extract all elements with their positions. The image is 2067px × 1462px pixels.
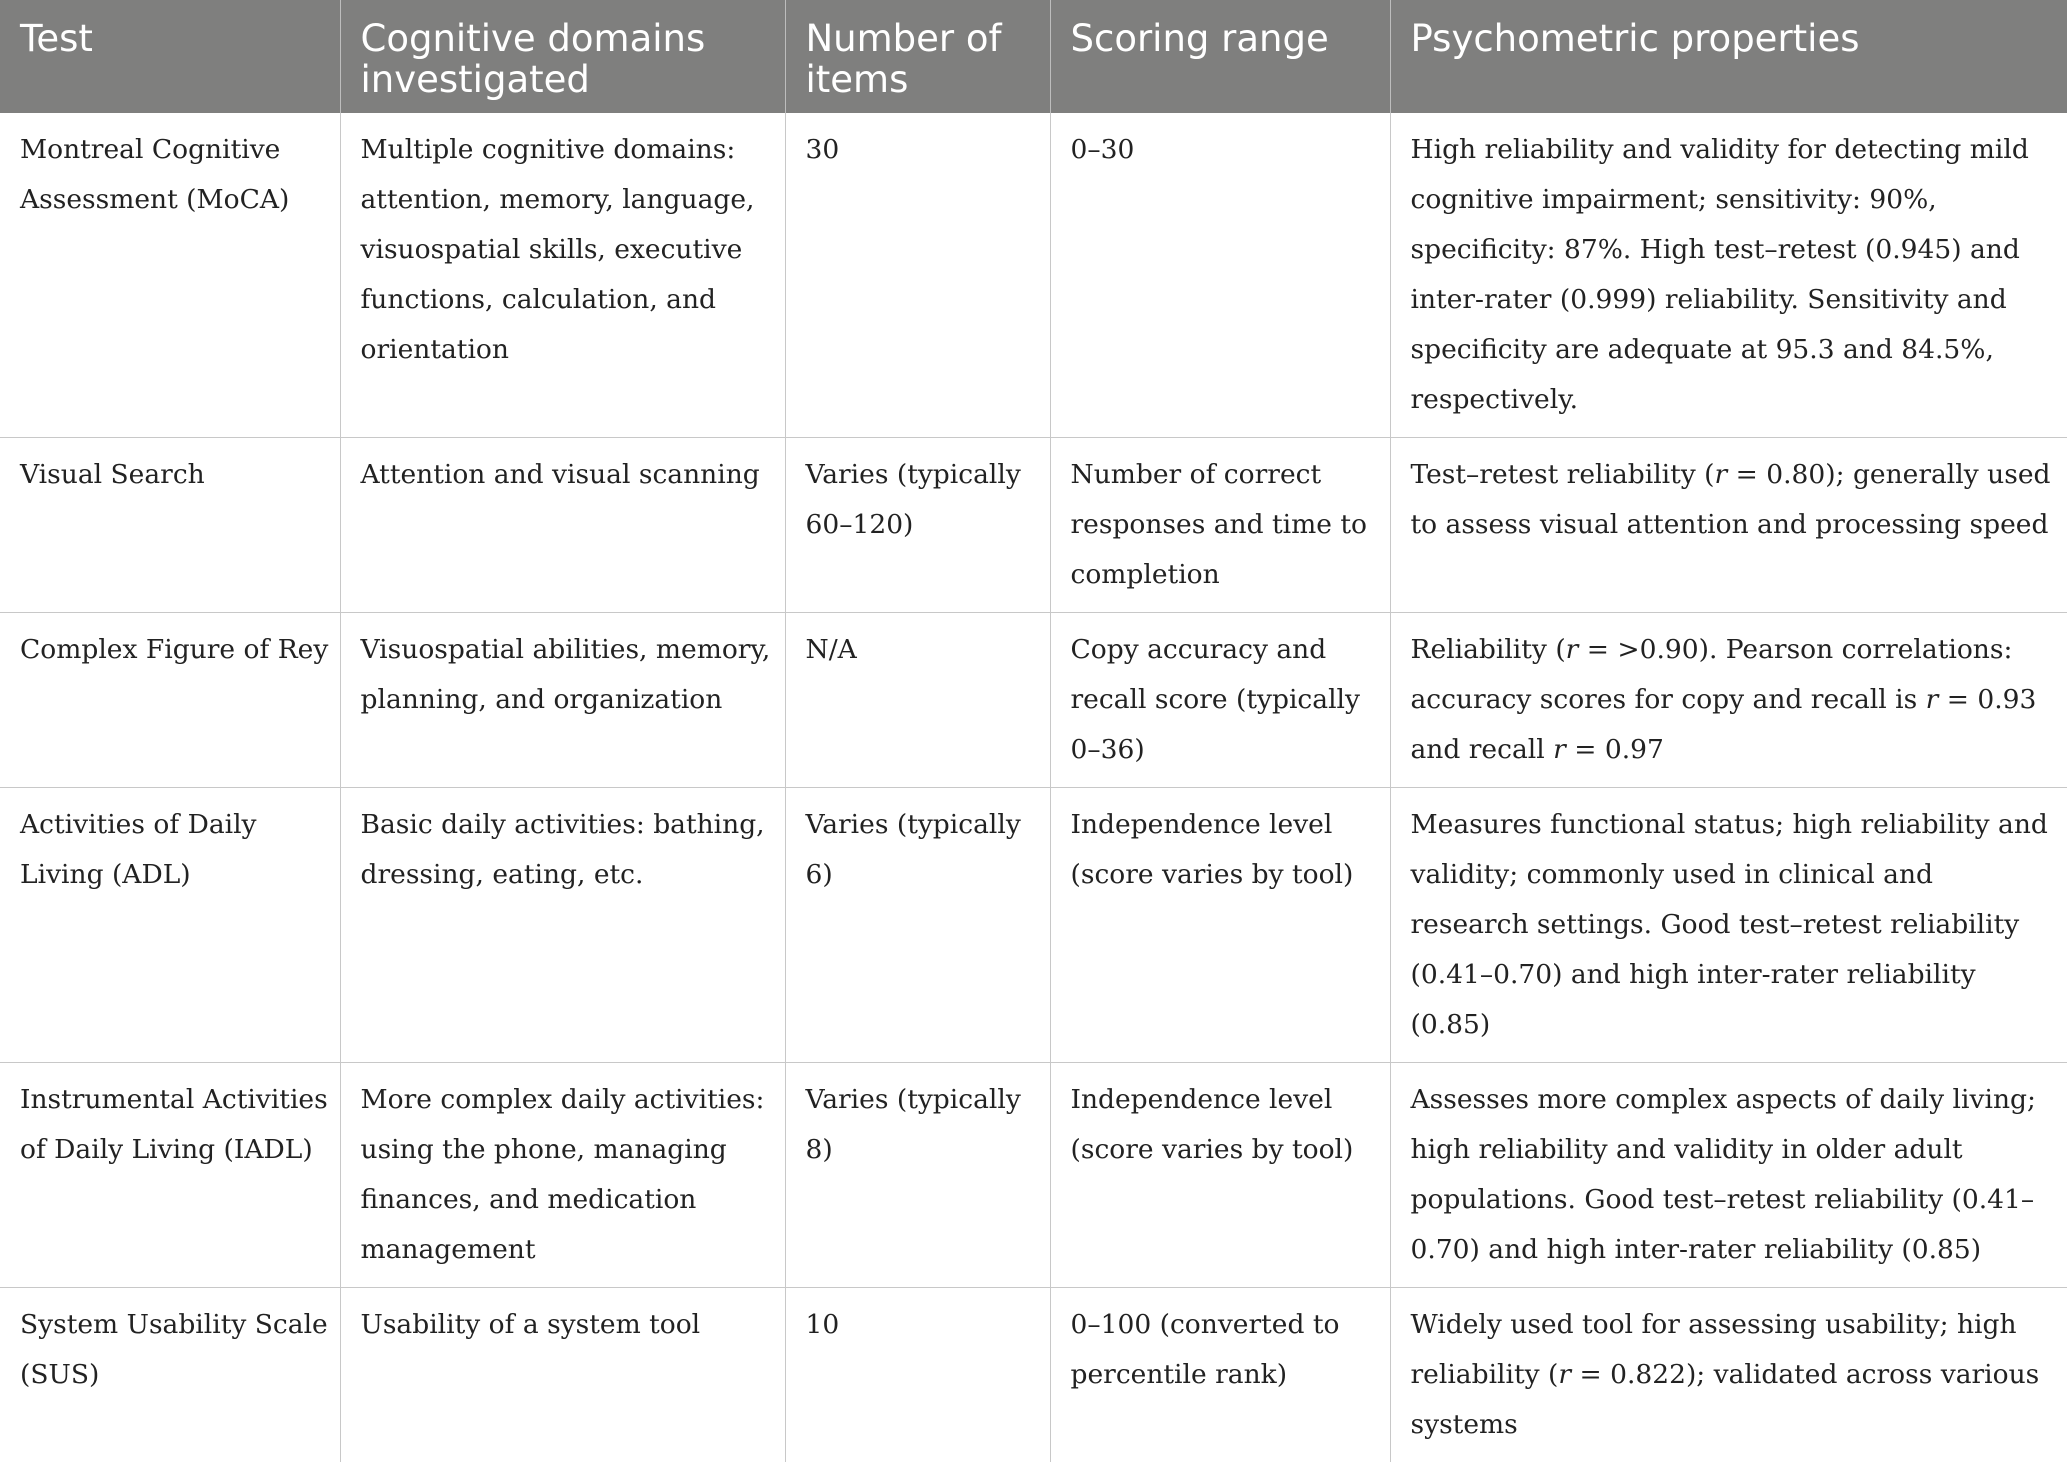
cell-scoring-range: Copy accuracy and recall score (typically 0–36) <box>1050 613 1390 788</box>
stat-symbol: r <box>1553 734 1566 765</box>
properties-text: = 0.93 and recall <box>1411 684 2037 765</box>
cell-domains: More complex daily activities: using the phone, managing finances, and medication management <box>340 1063 785 1288</box>
cell-items: 10 <box>785 1288 1050 1462</box>
stat-symbol: r <box>1558 1359 1571 1390</box>
stat-symbol: r <box>1715 459 1728 490</box>
cell-psychometric-properties: Measures functional status; high reliability and validity; commonly used in clinical and research settings. Good test–retest reliability (0.41–0.70) and high inter-rater reliability (0.85) <box>1390 788 2067 1063</box>
table-body <box>0 113 2067 1462</box>
table-row <box>0 113 2067 438</box>
cell-test: Complex Figure of Rey <box>0 613 340 788</box>
table-row <box>0 1063 2067 1288</box>
cell-scoring-range: 0–30 <box>1050 113 1390 438</box>
cell-psychometric-properties: Assesses more complex aspects of daily living; high reliability and validity in older adult populations. Good test–retest reliability (0.41–0.70) and high inter-rater reliability (0.85) <box>1390 1063 2067 1288</box>
properties-text: = >0.90). Pearson correlations: accuracy scores for copy and recall is <box>1411 634 2013 715</box>
header-cognitive-domains: Cognitive domains investigated <box>340 0 785 113</box>
cell-domains: Basic daily activities: bathing, dressing, eating, etc. <box>340 788 785 1063</box>
stat-symbol: r <box>1926 684 1939 715</box>
header-test: Test <box>0 0 340 113</box>
cell-items: Varies (typically 60–120) <box>785 438 1050 613</box>
table-header <box>0 0 2067 113</box>
cell-domains: Visuospatial abilities, memory, planning, and organization <box>340 613 785 788</box>
table-row <box>0 788 2067 1063</box>
cell-test: Instrumental Activities of Daily Living (IADL) <box>0 1063 340 1288</box>
stat-symbol: r <box>1566 634 1579 665</box>
cell-scoring-range: Independence level (score varies by tool) <box>1050 1063 1390 1288</box>
cell-scoring-range: 0–100 (converted to percentile rank) <box>1050 1288 1390 1462</box>
cell-domains: Multiple cognitive domains: attention, memory, language, visuospatial skills, executive functions, calculation, and orientation <box>340 113 785 438</box>
cell-psychometric-properties: High reliability and validity for detecting mild cognitive impairment; sensitivity: 90%, specificity: 87%. High test–retest (0.945) and inter-rater (0.999) reliability. Sensitivity and specificity are adequate at 95.3 and 84.5%, respectively. <box>1390 113 2067 438</box>
cell-domains: Usability of a system tool <box>340 1288 785 1462</box>
cell-test: Montreal Cognitive Assessment (MoCA) <box>0 113 340 438</box>
cell-domains: Attention and visual scanning <box>340 438 785 613</box>
cell-items: N/A <box>785 613 1050 788</box>
properties-text: = 0.822); validated across various systems <box>1411 1359 2040 1440</box>
properties-text: = 0.80); generally used to assess visual attention and processing speed <box>1411 459 2051 540</box>
cell-scoring-range: Number of correct responses and time to completion <box>1050 438 1390 613</box>
table-row <box>0 438 2067 613</box>
properties-text: Widely used tool for assessing usability; high reliability ( <box>1411 1309 2017 1390</box>
cell-items: Varies (typically 8) <box>785 1063 1050 1288</box>
cell-test: Activities of Daily Living (ADL) <box>0 788 340 1063</box>
cell-psychometric-properties <box>1390 438 2067 613</box>
header-number-of-items: Number of items <box>785 0 1050 113</box>
header-row <box>0 0 2067 113</box>
cell-psychometric-properties <box>1390 613 2067 788</box>
table-row <box>0 1288 2067 1462</box>
header-psychometric-properties: Psychometric properties <box>1390 0 2067 113</box>
header-scoring-range: Scoring range <box>1050 0 1390 113</box>
table-row <box>0 613 2067 788</box>
cell-items: 30 <box>785 113 1050 438</box>
cell-test: Visual Search <box>0 438 340 613</box>
properties-text: Reliability ( <box>1411 634 1566 665</box>
cell-items: Varies (typically 6) <box>785 788 1050 1063</box>
cell-psychometric-properties <box>1390 1288 2067 1462</box>
properties-text: = 0.97 <box>1566 734 1664 765</box>
properties-text: Test–retest reliability ( <box>1411 459 1715 490</box>
cell-test: System Usability Scale (SUS) <box>0 1288 340 1462</box>
cell-scoring-range: Independence level (score varies by tool) <box>1050 788 1390 1063</box>
